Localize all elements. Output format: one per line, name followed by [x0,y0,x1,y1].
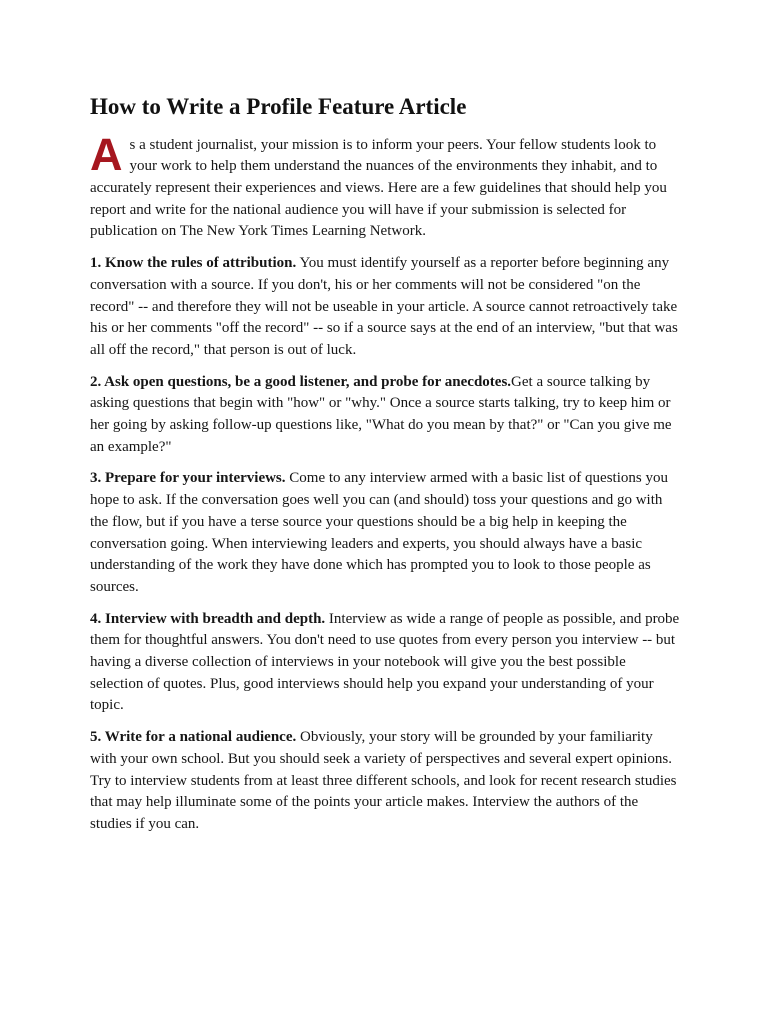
tip-2-body: Get a source talking by asking questions that begin with "how" or "why." Once a source starts talking, try to keep him or her going by asking follow-up questions like, "What do you mean by that?" or "Can you give me an example?" [90,373,672,455]
tip-1-lead: 1. Know the rules of attribution. [90,255,297,272]
tip-3-body: Come to any interview armed with a basic list of questions you hope to ask. If the conversation goes well you can (and should) toss your questions and go with the flow, but if you have a terse source your questions should be a big help in keeping the conversation going. When interviewing leaders and experts, you should always have a basic understanding of the work they have done which has prompted you to look to those people as sources. [90,470,668,595]
tip-5-lead: 5. Write for a national audience. [90,729,297,746]
tip-4-body: Interview as wide a range of people as possible, and probe them for thoughtful answers. You don't need to use quotes from every person you interview -- but having a diverse collection of interviews in your notebook will give you the best possible selection of quotes. Plus, good interviews should help you expand your understanding of your topic. [90,610,680,714]
tip-paragraph-4 [90,609,682,718]
intro-paragraph [90,128,682,244]
tip-paragraph-2 [90,372,682,459]
intro-text: s a student journalist, your mission is to inform your peers. Your fellow students look to your work to help them understand the nuances of the environments they inhabit, and to accurately represent their experiences and views. Here are a few guidelines that should help you report and write for the national audience you will have if your submission is selected for publication on The New York Times Learning Network. [90,136,667,240]
tip-4-lead: 4. Interview with breadth and depth. [90,610,326,627]
tip-2-lead: 2. Ask open questions, be a good listener, and probe for anecdotes. [90,373,512,390]
tip-paragraph-1 [90,253,682,362]
page-title: How to Write a Profile Feature Article [90,94,467,119]
tip-paragraph-5 [90,727,682,836]
tip-3-lead: 3. Prepare for your interviews. [90,470,286,487]
tip-5-body: Obviously, your story will be grounded by your familiarity with your own school. But you should seek a variety of perspectives and several expert opinions. Try to interview students from at least three different schools, and look for recent research studies that may help illuminate some of the points your article makes. Interview the authors of the studies if you can. [90,729,677,832]
tip-1-body: You must identify yourself as a reporter before beginning any conversation with a source. If you don't, his or her comments will not be considered "on the record" -- and therefore they will not be useable in your article. A source cannot retroactively take his or her comments "off the record" -- so if a source says at the end of an interview, "but that was all off the record," that person is out of luck. [90,255,678,358]
tip-paragraph-3 [90,468,682,598]
drop-cap: A [90,128,123,180]
